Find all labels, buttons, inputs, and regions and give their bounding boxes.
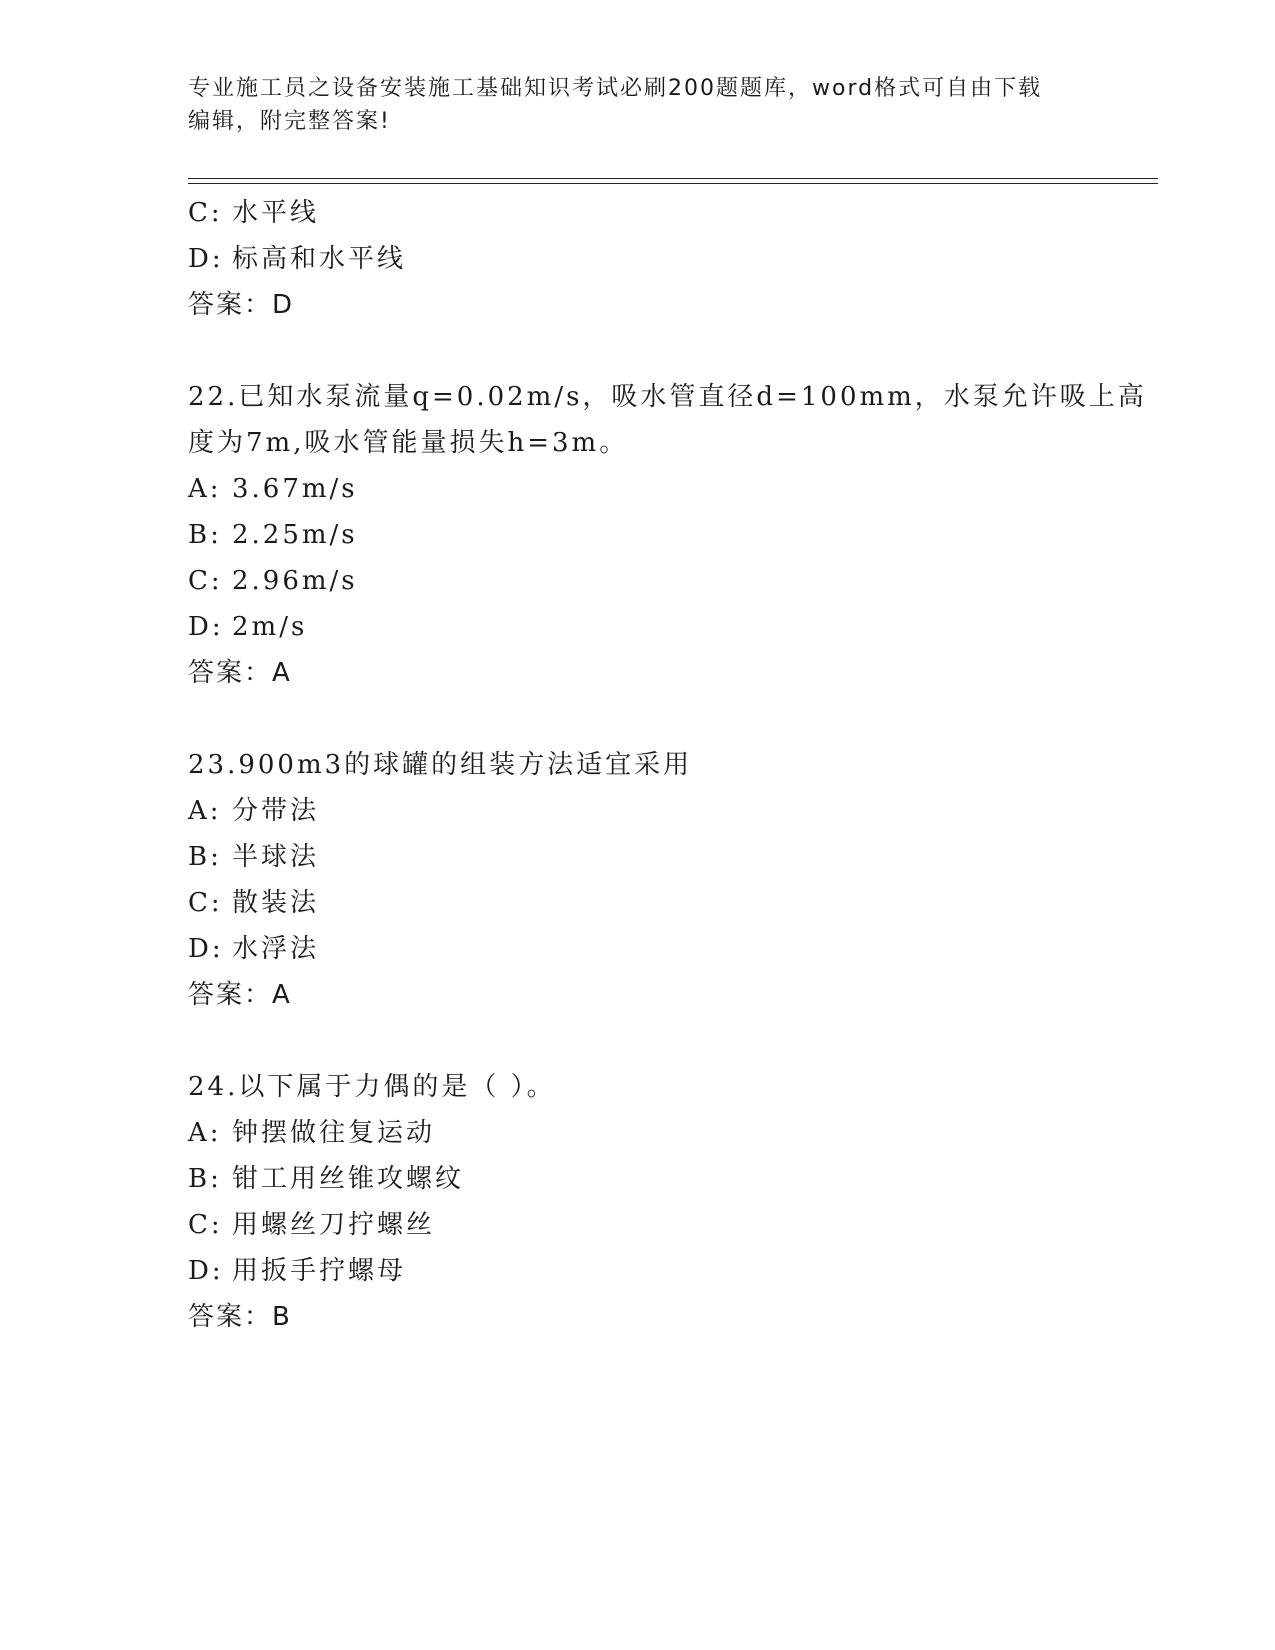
option-text: 分带法 — [232, 796, 320, 826]
option-line — [188, 190, 1088, 236]
option-text: 2m/s — [232, 612, 308, 642]
option-line — [188, 1202, 1088, 1248]
page-header — [188, 72, 1088, 138]
header-title-line-1: 专业施工员之设备安装施工基础知识考试必刷200题题库，word格式可自由下载 — [188, 76, 1043, 101]
option-text: 水平线 — [232, 198, 320, 228]
option-prefix: C: — [188, 888, 223, 918]
spacer — [188, 1018, 1088, 1064]
header-rule-bottom — [188, 183, 1158, 184]
option-prefix: B: — [188, 1164, 222, 1194]
spacer — [188, 328, 1088, 374]
option-prefix: B: — [188, 520, 222, 550]
option-line — [188, 880, 1088, 926]
spacer — [188, 696, 1088, 742]
option-line — [188, 604, 1088, 650]
option-text: 3.67m/s — [232, 474, 358, 504]
answer-line: 答案：A — [188, 658, 292, 688]
option-text: 用螺丝刀拧螺丝 — [232, 1210, 436, 1240]
option-line — [188, 558, 1088, 604]
header-rule-top — [188, 178, 1158, 179]
option-line — [188, 926, 1088, 972]
option-prefix: A: — [188, 796, 222, 826]
header-title-line-2: 编辑，附完整答案! — [188, 109, 391, 134]
question-block-22 — [188, 374, 1147, 696]
option-line — [188, 512, 1088, 558]
option-text: 钟摆做往复运动 — [232, 1118, 436, 1148]
question-stem-line: 22.已知水泵流量q=0.02m/s，吸水管直径d=100mm，水泵允许吸上高 — [188, 382, 1147, 412]
option-line — [188, 236, 1088, 282]
answer-line: 答案：B — [188, 1302, 292, 1332]
question-block-23 — [188, 742, 1088, 1018]
option-prefix: C: — [188, 566, 223, 596]
option-text: 2.25m/s — [232, 520, 358, 550]
option-line — [188, 834, 1088, 880]
option-prefix: A: — [188, 1118, 222, 1148]
answer-line: 答案：D — [188, 290, 295, 320]
question-stem-line: 24.以下属于力偶的是（ ）。 — [188, 1072, 556, 1102]
option-line — [188, 1156, 1088, 1202]
option-text: 半球法 — [232, 842, 320, 872]
option-prefix: D: — [188, 612, 224, 642]
option-text: 用扳手拧螺母 — [232, 1256, 407, 1286]
answer-line: 答案：A — [188, 980, 292, 1010]
question-block-24 — [188, 1064, 1088, 1340]
option-text: 钳工用丝锥攻螺纹 — [232, 1164, 465, 1194]
question-list — [188, 190, 1147, 1340]
option-line — [188, 788, 1088, 834]
option-prefix: C: — [188, 1210, 223, 1240]
option-text: 2.96m/s — [232, 566, 358, 596]
question-stem-line: 23.900m3的球罐的组装方法适宜采用 — [188, 750, 693, 780]
question-stem-line: 度为7m,吸水管能量损失h=3m。 — [188, 428, 629, 458]
option-text: 水浮法 — [232, 934, 320, 964]
question-block-21 — [188, 190, 1088, 328]
option-prefix: D: — [188, 934, 224, 964]
option-prefix: B: — [188, 842, 222, 872]
option-prefix: C: — [188, 198, 223, 228]
option-text: 散装法 — [232, 888, 320, 918]
option-prefix: D: — [188, 244, 224, 274]
option-text: 标高和水平线 — [232, 244, 407, 274]
option-line — [188, 1248, 1088, 1294]
option-prefix: A: — [188, 474, 222, 504]
option-line — [188, 466, 1088, 512]
option-prefix: D: — [188, 1256, 224, 1286]
option-line — [188, 1110, 1088, 1156]
